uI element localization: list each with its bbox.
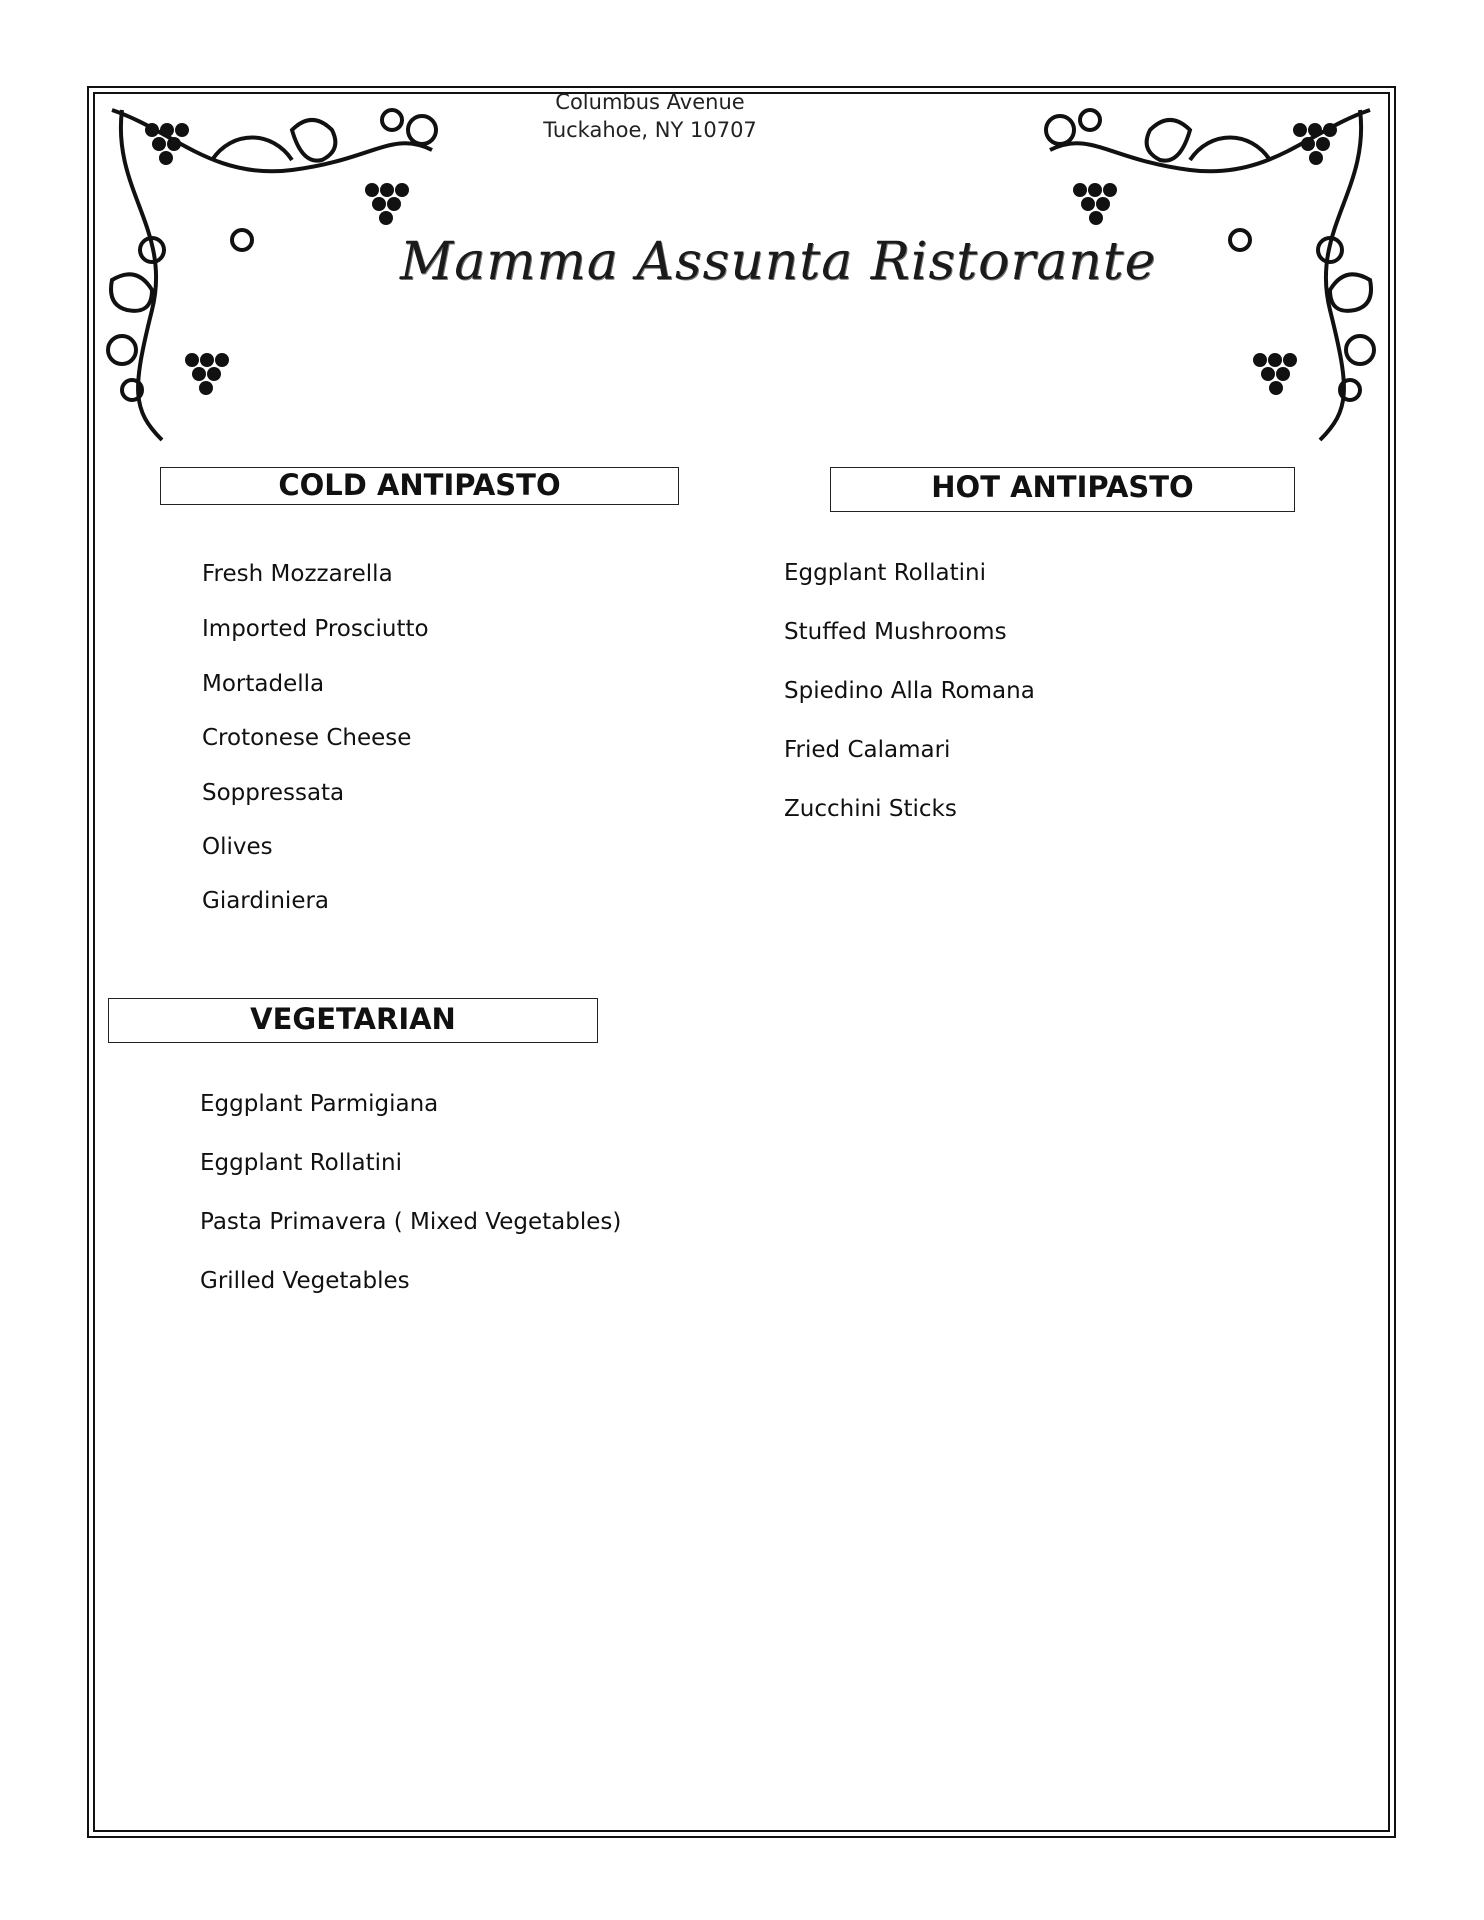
restaurant-address bbox=[500, 88, 800, 144]
menu-item: Fresh Mozzarella bbox=[202, 561, 393, 587]
menu-item: Crotonese Cheese bbox=[202, 725, 412, 751]
menu-item: Eggplant Rollatini bbox=[784, 560, 986, 586]
section-header-hot-antipasto: HOT ANTIPASTO bbox=[830, 467, 1295, 512]
menu-item: Eggplant Rollatini bbox=[200, 1150, 402, 1176]
restaurant-title: Mamma Assunta Ristorante bbox=[400, 232, 1157, 292]
menu-item: Pasta Primavera ( Mixed Vegetables) bbox=[200, 1209, 622, 1235]
section-header-cold-antipasto: COLD ANTIPASTO bbox=[160, 467, 679, 505]
menu-item: Olives bbox=[202, 834, 273, 860]
menu-item: Stuffed Mushrooms bbox=[784, 619, 1007, 645]
section-header-vegetarian: VEGETARIAN bbox=[108, 998, 598, 1043]
menu-item: Spiedino Alla Romana bbox=[784, 678, 1035, 704]
menu-item: Mortadella bbox=[202, 671, 325, 697]
menu-item: Grilled Vegetables bbox=[200, 1268, 410, 1294]
menu-item: Giardiniera bbox=[202, 888, 330, 914]
grapevine-icon bbox=[92, 90, 452, 450]
menu-item: Zucchini Sticks bbox=[784, 796, 957, 822]
menu-item: Soppressata bbox=[202, 780, 345, 806]
address-line-2: Tuckahoe, NY 10707 bbox=[543, 118, 757, 142]
menu-item: Fried Calamari bbox=[784, 737, 951, 763]
menu-item: Eggplant Parmigiana bbox=[200, 1091, 439, 1117]
menu-item: Imported Prosciutto bbox=[202, 616, 429, 642]
address-line-1: Columbus Avenue bbox=[555, 90, 745, 114]
